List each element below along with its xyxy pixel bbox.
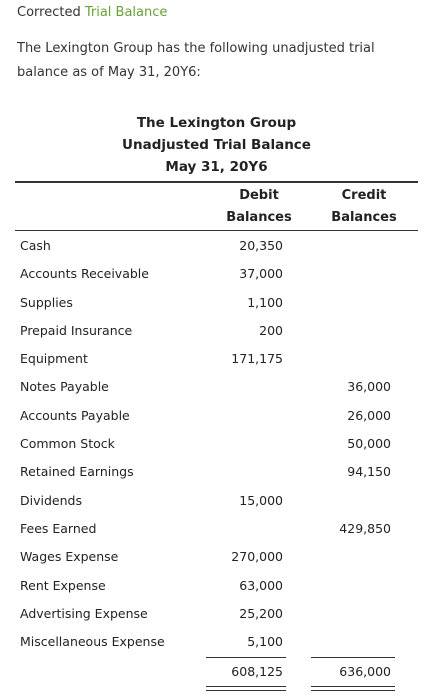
account-name: Dividends [20, 492, 82, 508]
account-name: Wages Expense [20, 549, 119, 565]
debit-double-rule-bottom [206, 690, 286, 691]
account-name: Prepaid Insurance [20, 322, 133, 338]
header-rule [15, 181, 418, 183]
debit-header-line2: Balances [226, 210, 292, 225]
table-row [0, 373, 435, 401]
table-row [0, 543, 435, 571]
credit-amount: 26,000 [347, 407, 391, 423]
credit-amount: 429,850 [339, 520, 391, 536]
table-row [0, 289, 435, 317]
credit-column-header [312, 185, 416, 229]
account-name: Supplies [20, 294, 73, 310]
account-name: Accounts Receivable [20, 266, 149, 282]
debit-double-rule-top [206, 686, 286, 687]
account-name: Miscellaneous Expense [20, 634, 165, 650]
table-row [0, 232, 435, 260]
breadcrumb [17, 5, 167, 21]
debit-amount: 5,100 [247, 634, 283, 650]
debit-column-header [209, 185, 309, 229]
table-row [0, 628, 435, 656]
account-name: Notes Payable [20, 379, 109, 395]
account-name: Common Stock [20, 436, 115, 452]
credit-total: 636,000 [339, 664, 391, 679]
debit-sum-rule [206, 657, 286, 658]
table-row [0, 317, 435, 345]
table-row [0, 402, 435, 430]
credit-amount: 36,000 [347, 379, 391, 395]
debit-amount: 20,350 [239, 238, 283, 253]
table-row [0, 430, 435, 458]
debit-amount: 25,200 [239, 605, 283, 621]
credit-header-line1: Credit [341, 188, 387, 203]
account-name: Equipment [20, 351, 88, 367]
debit-header-line1: Debit [239, 188, 279, 203]
table-row [0, 572, 435, 600]
debit-amount: 171,175 [231, 351, 283, 367]
report-header [15, 112, 418, 178]
account-name: Fees Earned [20, 520, 97, 536]
credit-header-line2: Balances [331, 210, 397, 225]
table-row [0, 600, 435, 628]
debit-amount: 15,000 [239, 492, 283, 508]
breadcrumb-prefix: Corrected [17, 5, 81, 20]
account-name: Cash [20, 238, 51, 253]
account-name: Accounts Payable [20, 407, 130, 423]
column-header-rule [15, 230, 418, 231]
credit-amount: 94,150 [347, 464, 391, 480]
account-name: Rent Expense [20, 577, 106, 593]
credit-amount: 50,000 [347, 436, 391, 452]
debit-amount: 63,000 [239, 577, 283, 593]
report-date: May 31, 20Y6 [165, 159, 268, 175]
debit-amount: 200 [259, 322, 283, 338]
table-row [0, 458, 435, 486]
debit-total: 608,125 [231, 664, 283, 679]
report-title: Unadjusted Trial Balance [122, 137, 311, 153]
table-row [0, 260, 435, 288]
credit-double-rule-bottom [311, 690, 395, 691]
account-name: Retained Earnings [20, 464, 134, 480]
debit-amount: 1,100 [247, 294, 283, 310]
table-row [0, 515, 435, 543]
table-row [0, 345, 435, 373]
credit-double-rule-top [311, 686, 395, 687]
table-row [0, 487, 435, 515]
credit-sum-rule [311, 657, 395, 658]
company-name: The Lexington Group [136, 115, 297, 131]
intro-text: The Lexington Group has the following unadjusted trial balance as of May 31, 20Y6: [17, 41, 375, 80]
account-name: Advertising Expense [20, 605, 148, 621]
trial-balance-rows [0, 232, 435, 656]
debit-amount: 270,000 [231, 549, 283, 565]
debit-amount: 37,000 [239, 266, 283, 282]
trial-balance-link[interactable]: Trial Balance [84, 5, 168, 20]
